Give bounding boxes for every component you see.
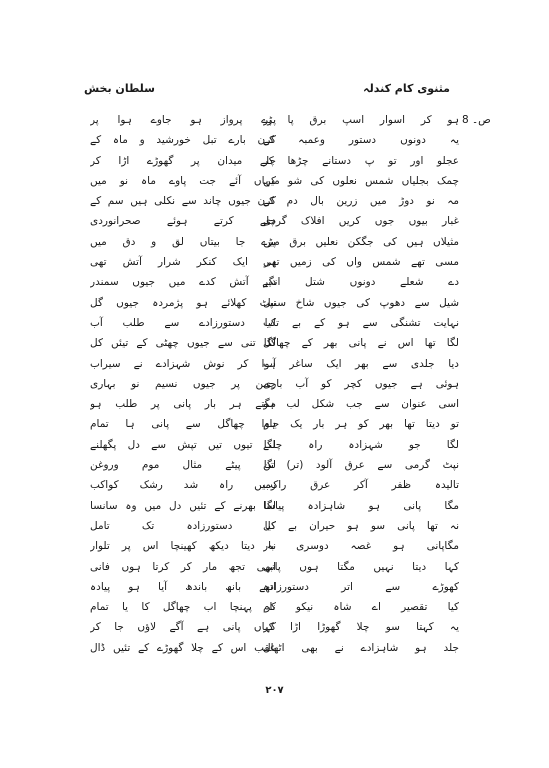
verse-line: کہاں پانی ہے آگے لاؤں جا کر [90,621,276,634]
verse-line: لگا تنی سے جیوں چھٹی کے تیئں کل [90,337,276,350]
verse-line: مثیلاں ہیں کی جگکن نعلیں برق میں [263,235,459,248]
verse-line: کیا تقصیر اے شاہ نیکو نام [263,601,459,614]
verse-line: نہ تھا پانی سو ہو حیران بے کل [263,519,459,532]
header-title-right: مثنوی کام کندلہ [363,82,450,95]
verse-line: اسی عنوان سے جب شکل لب ہو [263,398,459,411]
verse-line: کیا دستورزادہ تک تامل [90,519,276,532]
verse-line: غبار بیوں جوں کریں افلاک گردی [263,215,459,228]
verse-line: لگا جو شہزادہ راہ چلنے [263,438,459,451]
verse-line: کر پہنچا اب چھاگل کا یا تمام [90,601,276,614]
verse-column-left [90,110,276,658]
verse-line: لگا تھا اس نے پانی بھر کے چھاگل [263,337,459,350]
verse-line: چلے کرتے ہوئے صحرانوردی [90,215,276,228]
verse-line: مسی تھے شمس واں کی زمیں تھی [263,256,459,269]
verse-line: کہاں آئے جت پاوے ماہ نو میں [90,174,276,187]
verse-line: یہ دونوں دستور وعمبہ کے [263,134,459,147]
verse-line: ہو کر اسوار اسپ برق پا پر [263,114,459,126]
verse-line: چمن پر جیوں نسیم نو بہاری [90,377,276,390]
verse-line: دیا جلدی سے بھر ایک ساغر آب [263,357,459,370]
verse-line: زمیں راہ شد رشک کواکب [90,479,276,492]
page-number: ۲۰۷ [265,685,284,696]
verse-line: کیا دستورزادے سے طلب آب [90,316,276,329]
verse-line: کہا دیتا نہیں مگتا ہوں پانی [263,560,459,573]
verse-line: عجلو اور تو پ دستانے چڑھا کر [263,154,459,167]
verse-line: یہ کہتا سو چلا گھوڑا اڑا کر [263,621,459,634]
verse-line: مگتے ہر بار پانی پر طلب ہو [90,398,276,411]
verse-line: چلے میدان پر گھوڑے اڑا کر [90,154,276,167]
verse-line: نپٹ کھلائے ہو پژمردہ جیوں گل [90,296,276,309]
verse-line: نہایت تشنگی سے ہو کے بے تاب [263,316,459,329]
verse-line: نہ دیتا دیکھ کھینچا اس پر تلوار [90,540,276,553]
margin-note: ص۔ 8 [462,114,491,126]
verse-line: لگا تیوں تیں تپش سے دل پگھلنے [90,438,276,451]
verse-line: شیل سے دھوپ کی جیوں شاخ سنبل [263,296,459,309]
verse-line: چمک بجلیاں شمس نعلوں کی شو میں [263,174,459,187]
verse-line: دے شعلے دونوں شتل انگر [263,276,459,289]
verse-line: ابھی تجھ مار کر کرتا ہوں فانی [90,560,276,573]
verse-line: دیے آتش کدے میں جیوں سمندر [90,276,276,289]
verse-line: کرن بارے تبل خورشید و ماہ کے [90,134,276,147]
verse-line: عقب اس کے چلا گھوڑے کے تئیں ڈال [90,641,276,654]
verse-line: مگا پانی ہو شاہزادہ پیاسا [263,499,459,512]
verse-line: ہوئی ہے جیوں کچر کو آب باری [263,377,459,390]
verse-line: اتھے بانھ باندھ آیا ہو پیادہ [90,580,276,593]
verse-line: لگا بھرنے کے تئیں دل میں وہ سانسا [90,499,276,512]
verse-line: مگاپانی ہو غصہ دوسری بار [263,540,459,553]
verse-line: مہ نو دوڑ میں زرین بال دم کے [263,195,459,208]
verse-line: تالیدہ ظفر آکر عرق راکب [263,479,459,492]
verse-line: ہوا چھاگل سے پانی ہا تمام [90,418,276,431]
verse-line: ہر ایک کنکر شرار آتش تھی [90,256,276,269]
verse-line: کھوڑے سے اتر دستورزادہ [263,580,459,593]
header-title-left: سلطان بخش [84,82,155,95]
verse-line: جلد ہو شاہزادے نے بھی اٹھال [263,641,459,654]
verse-line: ہوا کر نوش شہزادے نے سیراب [90,357,276,370]
verse-line: پڑے جا بیتاں لق و دق میں [90,235,276,248]
verse-column-right [263,110,459,658]
verse-line: کرن جیوں چاند سے نکلی ہیں سم کے [90,195,276,208]
verse-line: پڑے پرواز ہو جاوے ہوا پر [90,114,276,126]
verse-line: تو دیتا تھا بھر کو ہر بار یک جام [263,418,459,431]
verse-line: نپٹ گرمی سے عرق آلود (تر) تن [263,459,459,472]
verse-line: لگا پیٹے مثال موم وروغن [90,459,276,472]
